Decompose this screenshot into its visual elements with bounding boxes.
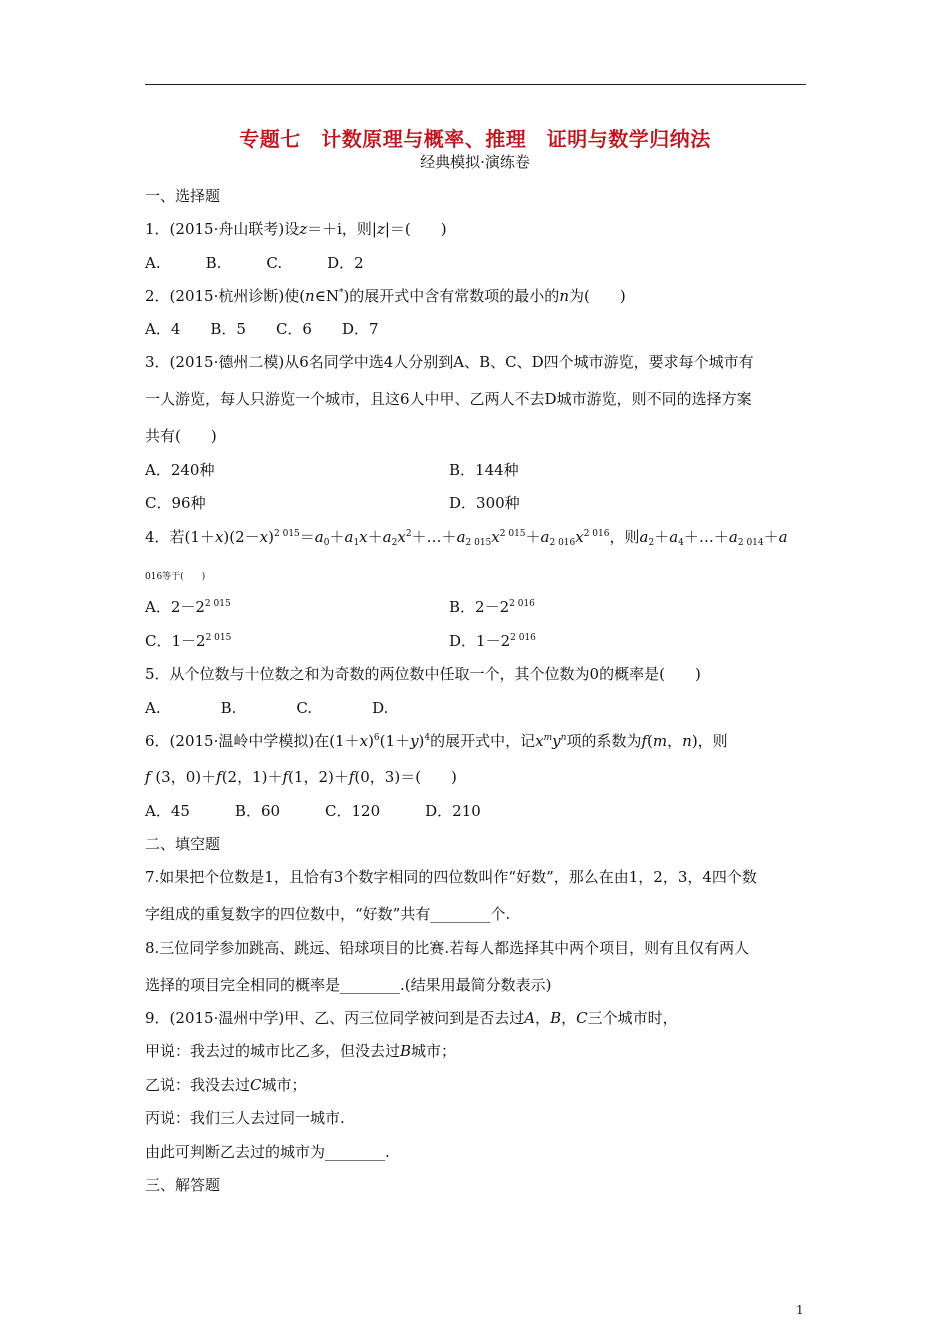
page-title: 专题七 计数原理与概率、推理 证明与数学归纳法 — [239, 127, 711, 151]
question-4: 4．若$(1+x)(2-x)^{2 015}=a_0+a_1x+a_2x^2+\dots+a_{2 015}x^{2 015}+a_{2 016}x^{2 016}$，则$a_2+a_4+\dots+a_{2 014}+a$ — [145, 528, 788, 548]
question-9-conclusion: 由此可判断乙去过的城市为________. — [145, 1143, 390, 1161]
question-8-line-2: 选择的项目完全相同的概率是________.(结果用最简分数表示) — [145, 976, 552, 994]
question-9-statement-yi: 乙说：我没去过C城市； — [145, 1076, 307, 1094]
question-3-line-1: 3．(2015·德州二模)从6名同学中选4人分别到A、B、C、D四个城市游览，要求每个城市有 — [145, 353, 754, 371]
question-4-option-b: B．$2-2^{2 016}$ — [449, 598, 535, 616]
question-2: 2．(2015·杭州诊断)使(n∈N*)的展开式中含有常数项的最小的n为( ) — [145, 287, 626, 305]
section-heading-fill: 二、填空题 — [145, 835, 221, 853]
question-7-line-2: 字组成的重复数字的四位数中，“好数”共有________个. — [145, 905, 511, 923]
question-1-options: A. B. C. D．2 — [145, 254, 364, 272]
question-5: 5．从个位数与十位数之和为奇数的两位数中任取一个，其个位数为0的概率是( ) — [145, 665, 701, 683]
question-9: 9．(2015·温州中学)甲、乙、丙三位同学被问到是否去过A，B，C三个城市时， — [145, 1009, 678, 1027]
question-6: 6．(2015·温岭中学模拟)在$(1+x)^6(1+y)^4$的展开式中，记$x^my^n$项的系数为f(m，n)，则 — [145, 732, 728, 750]
question-7-line-1: 7.如果把个位数是1，且恰有3个数字相同的四位数叫作“好数”，那么在由1，2，3，4四个数 — [145, 868, 757, 886]
page-subtitle: 经典模拟·演练卷 — [420, 153, 530, 171]
question-4-option-c: C．$1-2^{2 015}$ — [145, 632, 232, 650]
question-1: 1．(2015·舟山联考)设z＝＋i，则|z|＝( ) — [145, 220, 447, 238]
question-3-line-3: 共有( ) — [145, 427, 217, 445]
question-2-options: A．4 B．5 C．6 D．7 — [145, 320, 379, 338]
question-6-options: A．45 B．60 C．120 D．210 — [145, 802, 481, 820]
section-heading-answer: 三、解答题 — [145, 1176, 221, 1194]
question-4-line-2: 016等于( ) — [145, 572, 206, 582]
question-6-line-2: f (3，0)＋f(2，1)＋f(1，2)＋f(0，3)＝( ) — [145, 768, 457, 786]
question-4-option-a: A．$2-2^{2 015}$ — [145, 598, 231, 616]
page-number: 1 — [796, 1303, 804, 1317]
question-3-option-d: D．300种 — [449, 494, 520, 512]
question-3-option-a: A．240种 — [145, 461, 215, 479]
question-4-option-d: D．$1-2^{2 016}$ — [449, 632, 536, 650]
question-9-statement-bing: 丙说：我们三人去过同一城市. — [145, 1109, 345, 1127]
question-3-option-c: C．96种 — [145, 494, 206, 512]
question-3-option-b: B．144种 — [449, 461, 519, 479]
section-heading-choice: 一、选择题 — [145, 187, 221, 205]
question-8-line-1: 8.三位同学参加跳高、跳远、铅球项目的比赛.若每人都选择其中两个项目，则有且仅有两人 — [145, 939, 750, 957]
question-3-line-2: 一人游览，每人只游览一个城市，且这6人中甲、乙两人不去D城市游览，则不同的选择方案 — [145, 390, 752, 408]
header-rule — [145, 84, 806, 85]
question-9-statement-jia: 甲说：我去过的城市比乙多，但没去过B城市； — [145, 1042, 457, 1060]
question-5-options: A. B. C. D. — [145, 699, 389, 717]
